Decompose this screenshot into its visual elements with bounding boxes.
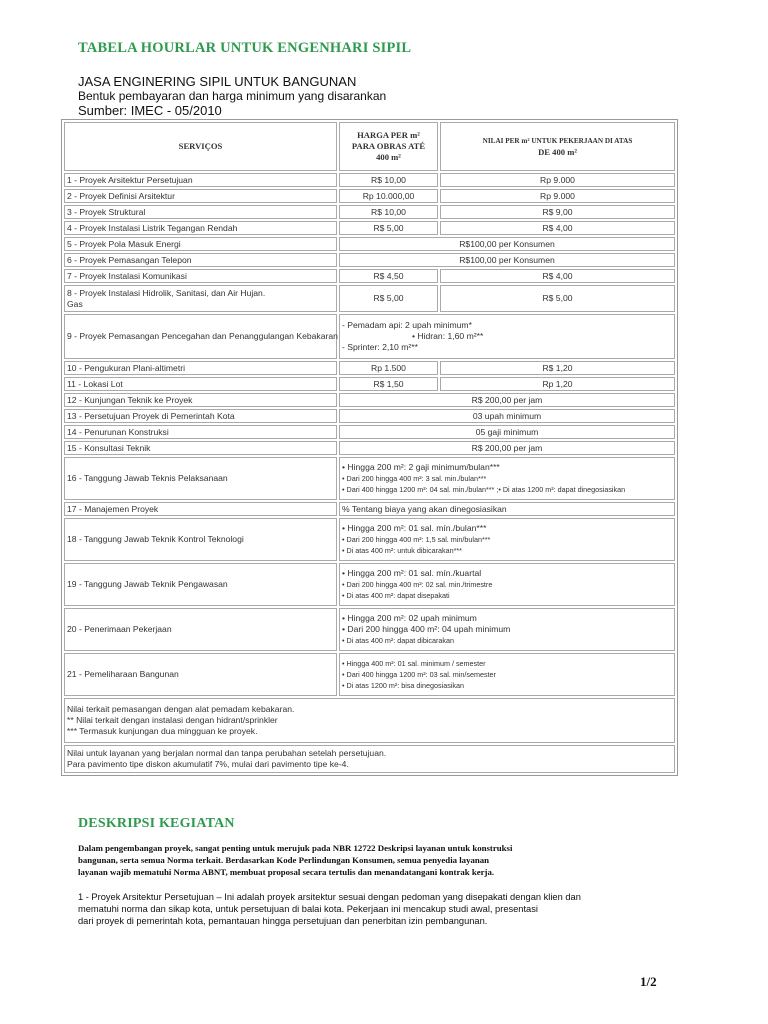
service-name: 8 - Proyek Instalasi Hidrolik, Sanitasi, dan Air Hujan. Gas [64, 285, 337, 312]
description-paragraph: 1 - Proyek Arsitektur Persetujuan – Ini adalah proyek arsitektur sesuai dengan pedoman yang disepakati dengan klien dan mematuhi norma dan sikap kota, untuk persetujuan di balai kota. Pekerjaan ini mencakup studi awal, presentasi dari proyek di pemerintah kota, pemantauan hingga persetujuan dan penerbitan izin pembangunan. [78, 892, 581, 926]
price-merged: 03 upah minimum [339, 409, 675, 423]
table-row [64, 608, 675, 651]
table-row [64, 269, 675, 283]
price-small: R$ 1,50 [339, 377, 438, 391]
service-name: 1 - Proyek Arsitektur Persetujuan [64, 173, 337, 187]
table-row [64, 314, 675, 359]
table-row [64, 285, 675, 312]
price-merged: R$ 200,00 per jam [339, 393, 675, 407]
price-details: • Hingga 200 m²: 01 sal. mín./kuartal • Dari 200 hingga 400 m²: 02 sal. min./trimestre • Di atas 400 m²: dapat disepakati [339, 563, 675, 606]
subtitle-source: Sumber: IMEC - 05/2010 [78, 103, 222, 118]
table-row [64, 253, 675, 267]
section-title: DESKRIPSI KEGIATAN [78, 816, 235, 831]
footnotes-row [64, 698, 675, 743]
header-price-above-400: NILAI PER m² UNTUK PEKERJAAN DI ATAS DE 400 m² [440, 122, 675, 171]
service-name: 13 - Persetujuan Proyek di Pemerintah Kota [64, 409, 337, 423]
price-small: Rp 10.000,00 [339, 189, 438, 203]
table-header-row [64, 122, 675, 171]
price-details: • Hingga 400 m²: 01 sal. minimum / semester • Dari 400 hingga 1200 m²: 03 sal. min/semester • Di atas 1200 m²: bisa dinegosiasikan [339, 653, 675, 696]
intro-paragraph: Dalam pengembangan proyek, sangat penting untuk merujuk pada NBR 12722 Deskripsi layanan untuk konstruksi bangunan, serta semua Norma terkait. Berdasarkan Kode Perlindungan Konsumen, semua penyedia layanan layanan wajib mematuhi Norma ABNT, membuat proposal secara tertulis dan menandatangani kontrak kerja. [78, 843, 513, 877]
price-details: % Tentang biaya yang akan dinegosiasikan [339, 502, 675, 516]
notes-row [64, 745, 675, 773]
service-name: 20 - Penerimaan Pekerjaan [64, 608, 337, 651]
service-name: 2 - Proyek Definisi Arsitektur [64, 189, 337, 203]
table-row [64, 563, 675, 606]
price-small: R$ 10,00 [339, 205, 438, 219]
table-row [64, 409, 675, 423]
service-name: 15 - Konsultasi Teknik [64, 441, 337, 455]
service-name: 4 - Proyek Instalasi Listrik Tegangan Rendah [64, 221, 337, 235]
table-row [64, 377, 675, 391]
price-details: • Hingga 200 m²: 01 sal. mín./bulan*** • Dari 200 hingga 400 m²: 1,5 sal. min/bulan*** • Di atas 400 m²: untuk dibicarakan*** [339, 518, 675, 561]
service-name: 5 - Proyek Pola Masuk Energi [64, 237, 337, 251]
subtitle-description: Bentuk pembayaran dan harga minimum yang disarankan [78, 89, 387, 103]
notes: Nilai untuk layanan yang berjalan normal dan tanpa perubahan setelah persetujuan. Para pavimento tipe diskon akumulatif 7%, mulai dari pavimento tipe ke-4. [64, 745, 675, 773]
service-name: 10 - Pengukuran Plani-altimetri [64, 361, 337, 375]
table-row [64, 221, 675, 235]
table-row [64, 173, 675, 187]
table-row [64, 393, 675, 407]
table-row [64, 502, 675, 516]
price-small: R$ 4,50 [339, 269, 438, 283]
footnotes: Nilai terkait pemasangan dengan alat pemadam kebakaran. ** Nilai terkait dengan instalasi dengan hidrant/sprinkler *** Termasuk kunjungan dua mingguan ke proyek. [64, 698, 675, 743]
price-merged: R$100,00 per Konsumen [339, 253, 675, 267]
table-row [64, 205, 675, 219]
service-name: 19 - Tanggung Jawab Teknik Pengawasan [64, 563, 337, 606]
table-row [64, 457, 675, 500]
table-row [64, 361, 675, 375]
price-large: Rp 9.000 [440, 189, 675, 203]
price-details: • Hingga 200 m²: 02 upah minimum • Dari 200 hingga 400 m²: 04 upah minimum • Di atas 400 m²: dapat dibicarakan [339, 608, 675, 651]
header-services: SERVIÇOS [64, 122, 337, 171]
table-row [64, 237, 675, 251]
price-details: - Pemadam api: 2 upah minimum* • Hidran: 1,60 m²** - Sprinter: 2,10 m²** [339, 314, 675, 359]
price-large: Rp 1,20 [440, 377, 675, 391]
service-name: 12 - Kunjungan Teknik ke Proyek [64, 393, 337, 407]
price-large: R$ 4,00 [440, 221, 675, 235]
service-name: 3 - Proyek Struktural [64, 205, 337, 219]
price-small: R$ 5,00 [339, 285, 438, 312]
price-large: R$ 9,00 [440, 205, 675, 219]
price-merged: R$ 200,00 per jam [339, 441, 675, 455]
header-price-up-to-400: HARGA PER m² PARA OBRAS ATÉ 400 m² [339, 122, 438, 171]
table-row [64, 518, 675, 561]
price-merged: R$100,00 per Konsumen [339, 237, 675, 251]
price-small: Rp 1.500 [339, 361, 438, 375]
subtitle-services: JASA ENGINERING SIPIL UNTUK BANGUNAN [78, 74, 357, 89]
price-small: R$ 10,00 [339, 173, 438, 187]
service-name: 16 - Tanggung Jawab Teknis Pelaksanaan [64, 457, 337, 500]
price-details: • Hingga 200 m²: 2 gaji minimum/bulan*** • Dari 200 hingga 400 m²: 3 sal. min./bulan*** • Dari 400 hingga 1200 m²: 04 sal. min./bulan*** ;• Di atas 1200 m²: dapat dinegosiasikan [339, 457, 675, 500]
service-name: 9 - Proyek Pemasangan Pencegahan dan Penanggulangan Kebakaran [64, 314, 337, 359]
page-number: 1/2 [640, 974, 657, 989]
table-row [64, 653, 675, 696]
price-large: R$ 5,00 [440, 285, 675, 312]
price-large: R$ 1,20 [440, 361, 675, 375]
table-row [64, 189, 675, 203]
price-merged: 05 gaji minimum [339, 425, 675, 439]
service-name: 6 - Proyek Pemasangan Telepon [64, 253, 337, 267]
price-large: R$ 4,00 [440, 269, 675, 283]
service-name: 21 - Pemeliharaan Bangunan [64, 653, 337, 696]
fee-table [61, 119, 678, 776]
table-row [64, 441, 675, 455]
price-large: Rp 9.000 [440, 173, 675, 187]
document-title: TABELA HOURLAR UNTUK ENGENHARI SIPIL [78, 40, 412, 56]
price-small: R$ 5,00 [339, 221, 438, 235]
service-name: 18 - Tanggung Jawab Teknik Kontrol Teknologi [64, 518, 337, 561]
service-name: 7 - Proyek Instalasi Komunikasi [64, 269, 337, 283]
service-name: 14 - Penurunan Konstruksi [64, 425, 337, 439]
service-name: 11 - Lokasi Lot [64, 377, 337, 391]
service-name: 17 - Manajemen Proyek [64, 502, 337, 516]
table-row [64, 425, 675, 439]
